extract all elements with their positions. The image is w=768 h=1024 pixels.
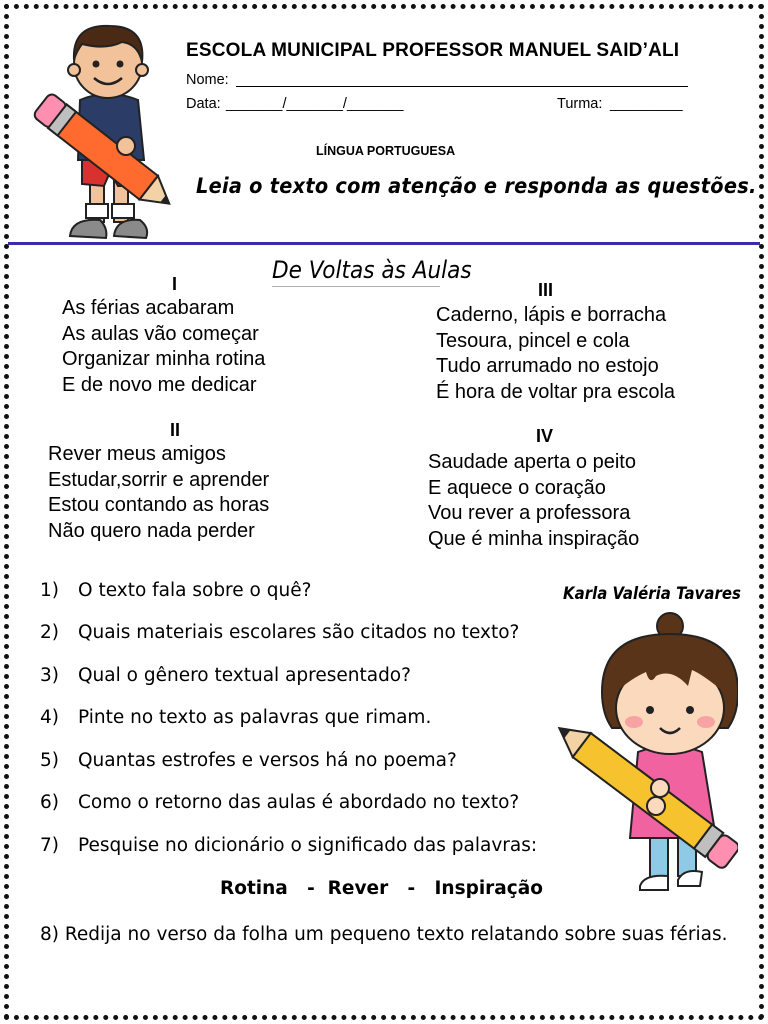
date-label: Data: [186, 96, 221, 112]
stanza-2 [48, 442, 269, 544]
verse-line: Que é minha inspiração [428, 527, 640, 550]
question-number: 3) [40, 665, 59, 686]
question-8: 8) Redija no verso da folha um pequeno texto relatando sobre suas férias. [40, 924, 728, 945]
name-field[interactable] [236, 86, 688, 87]
question-text: Quais materiais escolares são citados no texto? [78, 622, 520, 643]
question-text: Pesquise no dicionário o significado das palavras: [78, 835, 538, 856]
class-label: Turma: [557, 96, 603, 112]
question-item [40, 835, 537, 856]
title-underline [272, 286, 440, 287]
verse-line: Não quero nada perder [48, 519, 255, 542]
vocabulary-words: Rotina - Rever - Inspiração [220, 878, 543, 899]
name-label: Nome: [186, 72, 229, 88]
question-text: Como o retorno das aulas é abordado no texto? [78, 792, 520, 813]
question-number: 7) [40, 835, 59, 856]
verse-line: É hora de voltar pra escola [436, 380, 676, 403]
stanza-3 [436, 303, 675, 405]
question-number: 4) [40, 707, 59, 728]
verse-line: E aquece o coração [428, 476, 606, 499]
question-text: Qual o gênero textual apresentado? [78, 665, 411, 686]
question-item [40, 665, 411, 686]
stanza-number: III [538, 280, 554, 300]
verse-line: As férias acabaram [62, 297, 235, 319]
school-name: ESCOLA MUNICIPAL PROFESSOR MANUEL SAID’ALI [186, 40, 680, 61]
instruction-text: Leia o texto com atenção e responda as questões. [196, 174, 757, 198]
subject-title: LÍNGUA PORTUGUESA [316, 144, 456, 158]
question-item [40, 580, 311, 601]
verse-line: Estudar,sorrir e aprender [48, 468, 270, 491]
verse-line: Tudo arrumado no estojo [436, 355, 659, 377]
stanza-number: IV [536, 426, 554, 446]
verse-line: Rever meus amigos [48, 443, 226, 465]
question-number: 6) [40, 792, 59, 813]
question-text: O texto fala sobre o quê? [78, 580, 312, 601]
stanza-number: II [170, 420, 181, 440]
question-item [40, 707, 431, 728]
girl-with-pencil-illustration [552, 612, 738, 896]
question-item [40, 750, 457, 771]
poem-author: Karla Valéria Tavares [563, 584, 741, 604]
question-number: 2) [40, 622, 59, 643]
boy-with-pencil-illustration [22, 14, 178, 246]
poem-title: De Voltas às Aulas [272, 256, 472, 284]
question-text: Quantas estrofes e versos há no poema? [78, 750, 457, 771]
verse-line: Caderno, lápis e borracha [436, 304, 667, 326]
stanza-4 [428, 450, 639, 552]
verse-line: Estou contando as horas [48, 494, 270, 516]
verse-line: E de novo me dedicar [62, 373, 257, 396]
stanza-number: I [172, 274, 178, 294]
verse-line: As aulas vão começar [62, 322, 259, 345]
question-number: 1) [40, 580, 59, 601]
question-item [40, 792, 519, 813]
question-text: Pinte no texto as palavras que rimam. [78, 707, 432, 728]
date-field[interactable]: _______/_______/_______ [226, 96, 404, 112]
verse-line: Saudade aperta o peito [428, 451, 636, 473]
class-field[interactable]: _________ [610, 96, 683, 112]
question-number: 5) [40, 750, 59, 771]
question-item [40, 622, 519, 643]
verse-line: Vou rever a professora [428, 502, 631, 524]
verse-line: Organizar minha rotina [62, 348, 266, 370]
verse-line: Tesoura, pincel e cola [436, 329, 630, 352]
header-divider [8, 242, 760, 245]
stanza-1 [62, 296, 265, 398]
